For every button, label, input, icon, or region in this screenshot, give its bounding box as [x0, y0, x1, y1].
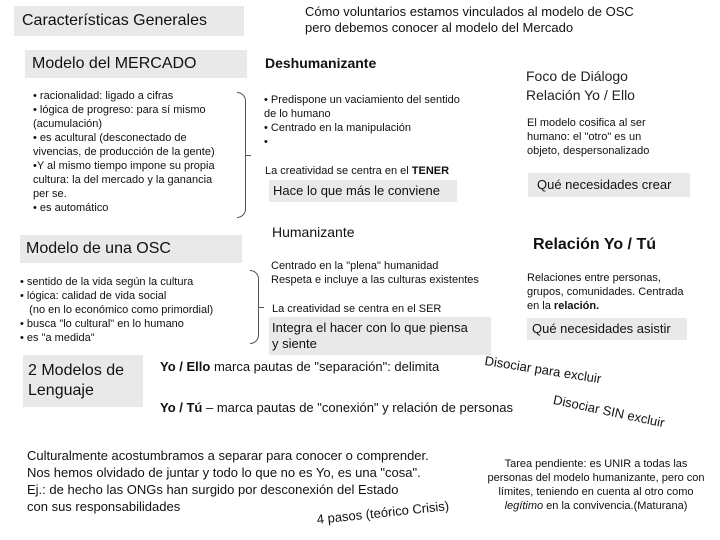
foco-line-1: Foco de Diálogo	[526, 68, 628, 84]
disociar-excluir: Disociar para excluir	[483, 353, 603, 387]
relacion-tu-box: Qué necesidades asistir	[527, 318, 687, 340]
list-item: • Predispone un vaciamiento del sentido	[264, 94, 460, 106]
list-item: • es acultural (desconectado de	[33, 132, 187, 144]
osc-heading: Modelo de una OSC	[26, 240, 171, 257]
list-item: per se.	[33, 188, 67, 200]
list-item: • es "a medida"	[20, 332, 95, 344]
page-title: Características Generales	[22, 12, 207, 29]
osc-brace	[250, 270, 259, 344]
mercado-heading-box	[25, 50, 247, 78]
yo-ello-line: Yo / Ello marca pautas de "separación": delimita	[160, 359, 440, 374]
foco-line-2: Relación Yo / Ello	[526, 87, 635, 103]
list-item: • lógica de progreso: para sí mismo	[33, 104, 206, 116]
foco-box: Qué necesidades crear	[528, 173, 690, 197]
bottom-paragraph: Culturalmente acostumbramos a separar para conocer o comprender. Nos hemos olvidado de juntar y todo lo que no es Yo, es una "cosa". Ej.: de hecho las ONGs han surgido por desconexión del Estado con sus responsabilidades	[27, 448, 429, 514]
mercado-heading: Modelo del MERCADO	[32, 55, 197, 72]
list-item: cultura: la del mercado y la ganancia	[33, 174, 213, 186]
lenguaje-box	[23, 355, 143, 407]
relacion-tu-desc: Relaciones entre personas, grupos, comunidades. Centrada en la relación.	[527, 272, 684, 312]
humanizante-box: Integra el hacer con lo que piensa y siente	[269, 317, 491, 355]
list-item: •	[264, 136, 268, 148]
list-item: • sentido de la vida según la cultura	[20, 276, 194, 288]
deshumanizante-box: Hace lo que más le conviene	[269, 180, 457, 202]
deshumanizante-creatividad: La creatividad se centra en el TENER	[265, 165, 450, 177]
foco-heading	[526, 67, 635, 105]
deshumanizante-heading: Deshumanizante	[265, 55, 377, 71]
lenguaje-line-2: Lenguaje	[28, 382, 94, 399]
humanizante-lines: Centrado en la "plena" humanidad Respeta e incluye a las culturas existentes	[271, 260, 479, 286]
top-note	[305, 4, 634, 36]
lenguaje-line-1: 2 Modelos de	[28, 362, 125, 379]
humanizante-heading: Humanizante	[272, 224, 355, 240]
list-item: (acumulación)	[33, 118, 103, 130]
top-note-line-2: pero debemos conocer al modelo del Mercado	[305, 20, 574, 35]
list-item: de lo humano	[264, 108, 331, 120]
foco-desc: El modelo cosifica al ser humano: el "otro" es un objeto, despersonalizado	[527, 117, 650, 157]
list-item: vivencias, de producción de la gente)	[33, 146, 215, 158]
tener-word: TENER	[411, 165, 450, 177]
relacion-tu-heading: Relación Yo / Tú	[533, 236, 656, 253]
tarea-note: Tarea pendiente: es UNIR a todas las personas del modelo humanizante, pero con límites, teniendo en cuenta al otro como legítimo en la convivencia.(Maturana)	[487, 458, 705, 512]
list-item: • busca "lo cultural" en lo humano	[20, 318, 184, 330]
title-box	[14, 6, 244, 36]
yo-tu-line: Yo / Tú – marca pautas de "conexión" y relación de personas	[160, 400, 513, 415]
humanizante-creatividad: La creatividad se centra en el SER	[272, 303, 442, 315]
list-item: • Centrado en la manipulación	[264, 122, 411, 134]
disociar-sin-excluir: Disociar SIN excluir	[551, 392, 666, 431]
list-item: (no en lo económico como primordial)	[20, 304, 214, 316]
deshumanizante-list	[264, 93, 460, 149]
list-item: • racionalidad: ligado a cifras	[33, 90, 174, 102]
osc-heading-box	[20, 235, 242, 263]
top-note-line-1: Cómo voluntarios estamos vinculados al modelo de OSC	[305, 4, 634, 19]
osc-list	[20, 275, 213, 345]
mercado-brace	[237, 92, 246, 218]
pasos-note: 4 pasos (teórico Crisis)	[316, 498, 450, 527]
list-item: • lógica: calidad de vida social	[20, 290, 167, 302]
mercado-list	[33, 89, 215, 215]
list-item: • es automático	[33, 202, 109, 214]
list-item: •Y al mismo tiempo impone su propia	[33, 160, 215, 172]
